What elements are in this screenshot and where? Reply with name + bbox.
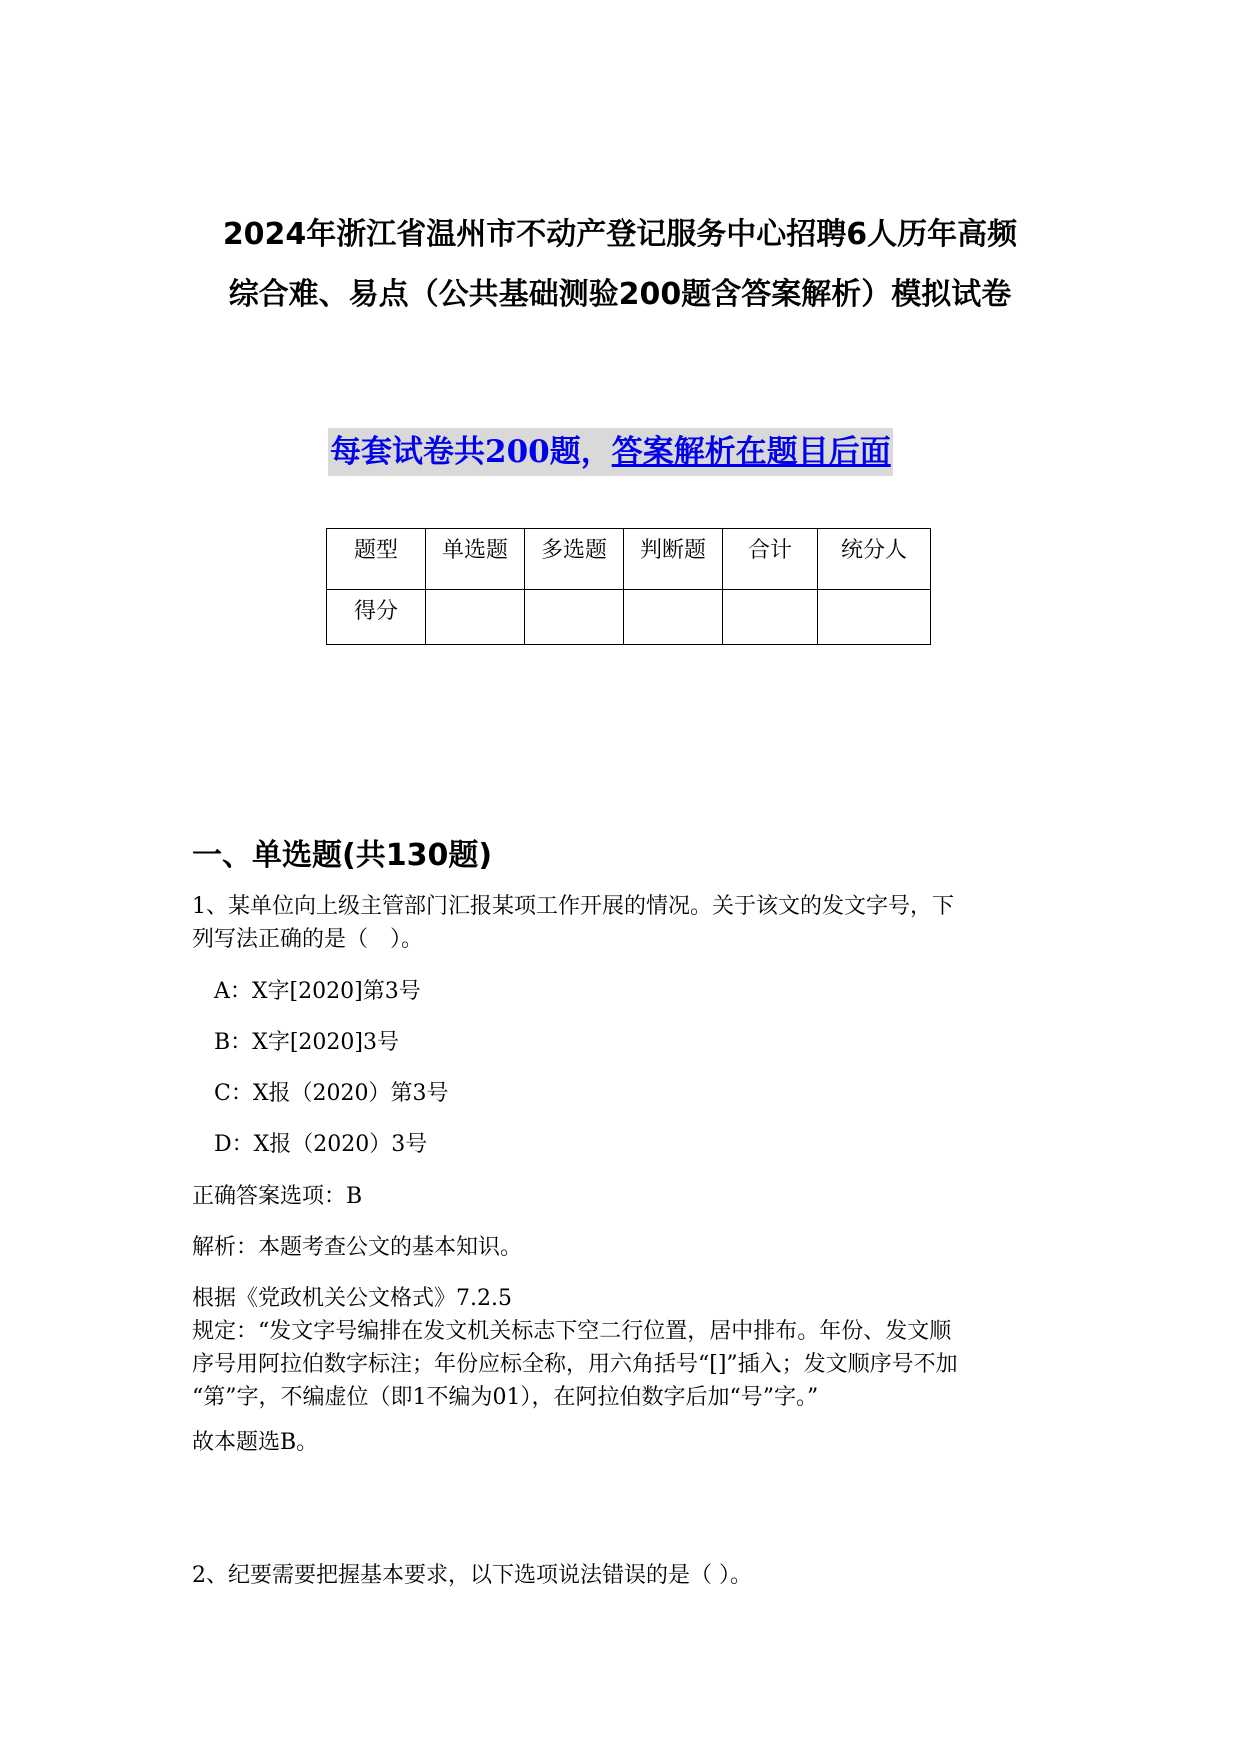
header-cell-multiple: 多选题: [525, 529, 624, 590]
score-cell-scorer[interactable]: [818, 590, 931, 645]
question-1-basis-line-1: 根据《党政机关公文格式》7.2.5: [192, 1286, 512, 1311]
question-1-basis-line-4: “第”字，不编虚位（即1不编为01），在阿拉伯数字后加“号”字。”: [192, 1385, 819, 1410]
score-cell-multiple[interactable]: [525, 590, 624, 645]
question-1-basis-line-2: 规定：“发文字号编排在发文机关标志下空二行位置，居中排布。年份、发文顺: [192, 1319, 952, 1344]
score-cell-judgement[interactable]: [624, 590, 723, 645]
header-cell-total: 合计: [723, 529, 818, 590]
title-line-2: 综合难、易点（公共基础测验200题含答案解析）模拟试卷: [228, 277, 1012, 312]
question-1-stem-line-2: 列写法正确的是（ ）。: [192, 927, 424, 952]
question-1-basis: [192, 1282, 1062, 1414]
score-cell-total[interactable]: [723, 590, 818, 645]
question-1-option-c: C：X报（2020）第3号: [214, 1081, 449, 1106]
question-1-analysis: 解析：本题考查公文的基本知识。: [192, 1235, 523, 1260]
section-heading: 一、单选题(共130题): [192, 838, 493, 873]
header-cell-scorer: 统分人: [818, 529, 931, 590]
row-label-score: 得分: [327, 590, 426, 645]
score-table-score-row: [327, 590, 931, 645]
score-table-header-row: [327, 529, 931, 590]
question-1-option-b: B：X字[2020]3号: [214, 1030, 399, 1055]
answer-location-link[interactable]: 答案解析在题目后面: [611, 434, 891, 470]
question-2-stem: 2、纪要需要把握基本要求，以下选项说法错误的是（ ）。: [192, 1563, 752, 1588]
title-line-1: 2024年浙江省温州市不动产登记服务中心招聘6人历年高频: [222, 217, 1018, 252]
header-cell-type: 题型: [327, 529, 426, 590]
header-cell-judgement: 判断题: [624, 529, 723, 590]
question-1-basis-line-3: 序号用阿拉伯数字标注；年份应标全称，用六角括号“[]”插入；发文顺序号不加: [192, 1352, 958, 1377]
question-1-stem: [192, 890, 1062, 956]
score-table: [326, 528, 931, 645]
header-cell-single: 单选题: [426, 529, 525, 590]
banner-text: 每套试卷共200题，: [330, 434, 612, 470]
question-1-stem-line-1: 1、某单位向上级主管部门汇报某项工作开展的情况。关于该文的发文字号，下: [192, 894, 954, 919]
question-1-option-a: A：X字[2020]第3号: [214, 979, 421, 1004]
document-title: [170, 205, 1070, 325]
question-1-conclusion: 故本题选B。: [192, 1430, 319, 1455]
question-count-banner: [328, 428, 893, 476]
question-1-option-d: D：X报（2020）3号: [214, 1132, 428, 1157]
score-cell-single[interactable]: [426, 590, 525, 645]
question-1-answer: 正确答案选项：B: [192, 1184, 363, 1209]
